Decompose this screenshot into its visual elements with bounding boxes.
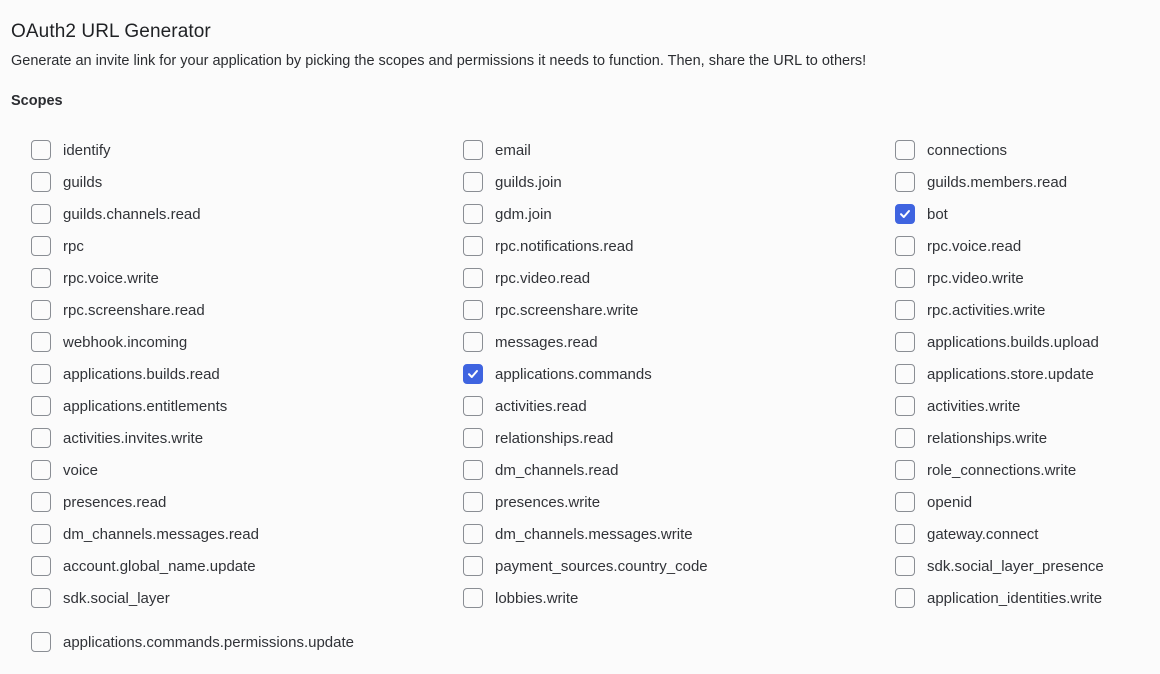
scope-label: role_connections.write	[927, 461, 1077, 479]
checkbox-icon[interactable]	[895, 460, 915, 480]
scopes-heading: Scopes	[11, 93, 63, 109]
checkbox-icon[interactable]	[895, 492, 915, 512]
checkbox-icon[interactable]	[463, 204, 483, 224]
checkbox-icon[interactable]	[895, 428, 915, 448]
scope-label: sdk.social_layer_presence	[927, 557, 1104, 575]
scope-checkbox-item[interactable]	[463, 486, 895, 518]
scope-label: payment_sources.country_code	[495, 557, 708, 575]
scope-label: bot	[927, 205, 948, 223]
scope-checkbox-item[interactable]	[463, 390, 895, 422]
scope-label: rpc.screenshare.read	[63, 301, 205, 319]
checkbox-icon[interactable]	[31, 332, 51, 352]
scope-label: activities.invites.write	[63, 429, 204, 447]
scope-label: rpc.voice.write	[63, 269, 159, 287]
checkbox-icon[interactable]	[31, 396, 51, 416]
scope-checkbox-item[interactable]	[463, 454, 895, 486]
scope-label: applications.commands	[495, 365, 652, 383]
checkbox-icon[interactable]	[463, 524, 483, 544]
checkbox-icon[interactable]	[31, 300, 51, 320]
scope-checkbox-item[interactable]	[463, 582, 895, 614]
scope-checkbox-item[interactable]	[895, 262, 1151, 294]
checkbox-icon[interactable]	[463, 588, 483, 608]
scope-label: presences.write	[495, 493, 601, 511]
scope-checkbox-item[interactable]	[31, 422, 463, 454]
scope-checkbox-item[interactable]	[463, 230, 895, 262]
scope-checkbox-item[interactable]	[31, 294, 463, 326]
scope-label: guilds.channels.read	[63, 205, 201, 223]
scope-checkbox-item[interactable]	[463, 422, 895, 454]
checkbox-icon[interactable]	[31, 172, 51, 192]
scope-checkbox-item[interactable]	[31, 486, 463, 518]
scope-checkbox-item[interactable]	[463, 294, 895, 326]
checkbox-icon[interactable]	[895, 364, 915, 384]
checkbox-icon[interactable]	[463, 396, 483, 416]
scope-label: dm_channels.read	[495, 461, 619, 479]
scope-checkbox-item[interactable]	[463, 518, 895, 550]
scope-label: relationships.read	[495, 429, 614, 447]
scope-checkbox-item[interactable]	[31, 582, 463, 614]
checkbox-icon[interactable]	[895, 140, 915, 160]
scope-label: applications.builds.read	[63, 365, 220, 383]
scope-checkbox-item[interactable]	[463, 134, 895, 166]
scope-label: rpc	[63, 237, 84, 255]
checkbox-icon[interactable]	[31, 428, 51, 448]
scope-checkbox-item[interactable]	[895, 326, 1151, 358]
scope-label: lobbies.write	[495, 589, 579, 607]
scope-label: rpc.notifications.read	[495, 237, 634, 255]
scope-label: rpc.video.read	[495, 269, 591, 287]
checkbox-icon[interactable]	[31, 140, 51, 160]
checkbox-icon[interactable]	[31, 460, 51, 480]
scope-label: webhook.incoming	[63, 333, 188, 351]
scope-checkbox-item[interactable]	[895, 230, 1151, 262]
checkbox-icon[interactable]	[895, 396, 915, 416]
scope-label: guilds.members.read	[927, 173, 1068, 191]
scope-checkbox-item[interactable]	[463, 166, 895, 198]
scope-label: dm_channels.messages.write	[495, 525, 693, 543]
checkbox-icon[interactable]	[463, 300, 483, 320]
scope-label: relationships.write	[927, 429, 1048, 447]
checkbox-icon[interactable]	[31, 632, 51, 652]
checkbox-icon[interactable]	[895, 556, 915, 576]
checkbox-icon[interactable]	[895, 588, 915, 608]
checkbox-icon[interactable]	[31, 588, 51, 608]
scope-label: applications.commands.permissions.update	[63, 633, 354, 651]
scope-checkbox-item[interactable]	[895, 582, 1151, 614]
scope-checkbox-item[interactable]	[895, 390, 1151, 422]
scope-checkbox-item[interactable]	[895, 198, 1151, 230]
scope-label: activities.read	[495, 397, 587, 415]
checkbox-icon[interactable]	[463, 140, 483, 160]
checkbox-icon[interactable]	[31, 236, 51, 256]
scope-label: rpc.voice.read	[927, 237, 1022, 255]
scope-checkbox-item[interactable]	[31, 390, 463, 422]
scope-checkbox-item[interactable]	[895, 294, 1151, 326]
checkbox-icon[interactable]	[31, 524, 51, 544]
scope-checkbox-item[interactable]	[895, 134, 1151, 166]
checkbox-icon[interactable]	[31, 268, 51, 288]
checkbox-icon[interactable]	[463, 556, 483, 576]
scope-checkbox-item[interactable]	[31, 134, 463, 166]
scope-checkbox-item[interactable]	[895, 518, 1151, 550]
scope-checkbox-item[interactable]	[31, 198, 463, 230]
scope-checkbox-item[interactable]	[31, 358, 463, 390]
checkbox-icon[interactable]	[463, 428, 483, 448]
scope-label: account.global_name.update	[63, 557, 256, 575]
checkbox-icon[interactable]	[31, 204, 51, 224]
scope-label: openid	[927, 493, 973, 511]
checkbox-icon[interactable]	[463, 460, 483, 480]
page-description: Generate an invite link for your application by picking the scopes and permissions it needs to function. Then, share the URL to others!	[11, 53, 867, 69]
page-title: OAuth2 URL Generator	[11, 21, 211, 42]
checkbox-icon[interactable]	[895, 236, 915, 256]
scope-checkbox-item[interactable]	[895, 550, 1151, 582]
scope-label: activities.write	[927, 397, 1021, 415]
scope-label: dm_channels.messages.read	[63, 525, 259, 543]
checkbox-icon[interactable]	[895, 268, 915, 288]
checkbox-checked-icon[interactable]	[463, 364, 483, 384]
scope-label: guilds.join	[495, 173, 562, 191]
checkbox-icon[interactable]	[31, 556, 51, 576]
scope-checkbox-item[interactable]	[463, 550, 895, 582]
scope-label: rpc.video.write	[927, 269, 1024, 287]
scope-checkbox-item[interactable]	[463, 358, 895, 390]
scope-checkbox-item[interactable]	[31, 326, 463, 358]
scope-checkbox-item[interactable]	[463, 326, 895, 358]
checkbox-icon[interactable]	[895, 172, 915, 192]
scope-label: connections	[927, 141, 1008, 159]
checkbox-icon[interactable]	[463, 236, 483, 256]
scope-checkbox-item[interactable]	[31, 230, 463, 262]
checkbox-icon[interactable]	[31, 492, 51, 512]
scope-checkbox-item[interactable]	[895, 166, 1151, 198]
scope-checkbox-item[interactable]	[31, 626, 354, 658]
checkbox-icon[interactable]	[895, 300, 915, 320]
checkbox-icon[interactable]	[463, 492, 483, 512]
checkbox-icon[interactable]	[463, 172, 483, 192]
scope-checkbox-item[interactable]	[895, 422, 1151, 454]
scope-checkbox-item[interactable]	[31, 262, 463, 294]
scopes-grid	[31, 134, 1151, 614]
scope-label: presences.read	[63, 493, 167, 511]
scope-label: identify	[63, 141, 111, 159]
scope-label: gateway.connect	[927, 525, 1039, 543]
scope-label: rpc.screenshare.write	[495, 301, 639, 319]
scope-label: gdm.join	[495, 205, 552, 223]
scope-label: applications.entitlements	[63, 397, 228, 415]
scope-label: voice	[63, 461, 99, 479]
scope-checkbox-item[interactable]	[463, 262, 895, 294]
checkbox-checked-icon[interactable]	[895, 204, 915, 224]
checkbox-icon[interactable]	[463, 268, 483, 288]
scope-checkbox-item[interactable]	[895, 358, 1151, 390]
checkbox-icon[interactable]	[463, 332, 483, 352]
scope-label: email	[495, 141, 531, 159]
scope-label: applications.store.update	[927, 365, 1094, 383]
scope-checkbox-item[interactable]	[31, 518, 463, 550]
scope-label: guilds	[63, 173, 103, 191]
scope-label: rpc.activities.write	[927, 301, 1046, 319]
scope-label: applications.builds.upload	[927, 333, 1099, 351]
scope-checkbox-item[interactable]	[463, 198, 895, 230]
scope-checkbox-item[interactable]	[31, 166, 463, 198]
scope-label: messages.read	[495, 333, 598, 351]
scope-checkbox-item[interactable]	[31, 550, 463, 582]
scope-checkbox-item[interactable]	[895, 486, 1151, 518]
checkbox-icon[interactable]	[31, 364, 51, 384]
scope-checkbox-item[interactable]	[895, 454, 1151, 486]
scope-checkbox-item[interactable]	[31, 454, 463, 486]
scope-label: application_identities.write	[927, 589, 1103, 607]
checkbox-icon[interactable]	[895, 524, 915, 544]
checkbox-icon[interactable]	[895, 332, 915, 352]
scope-label: sdk.social_layer	[63, 589, 170, 607]
